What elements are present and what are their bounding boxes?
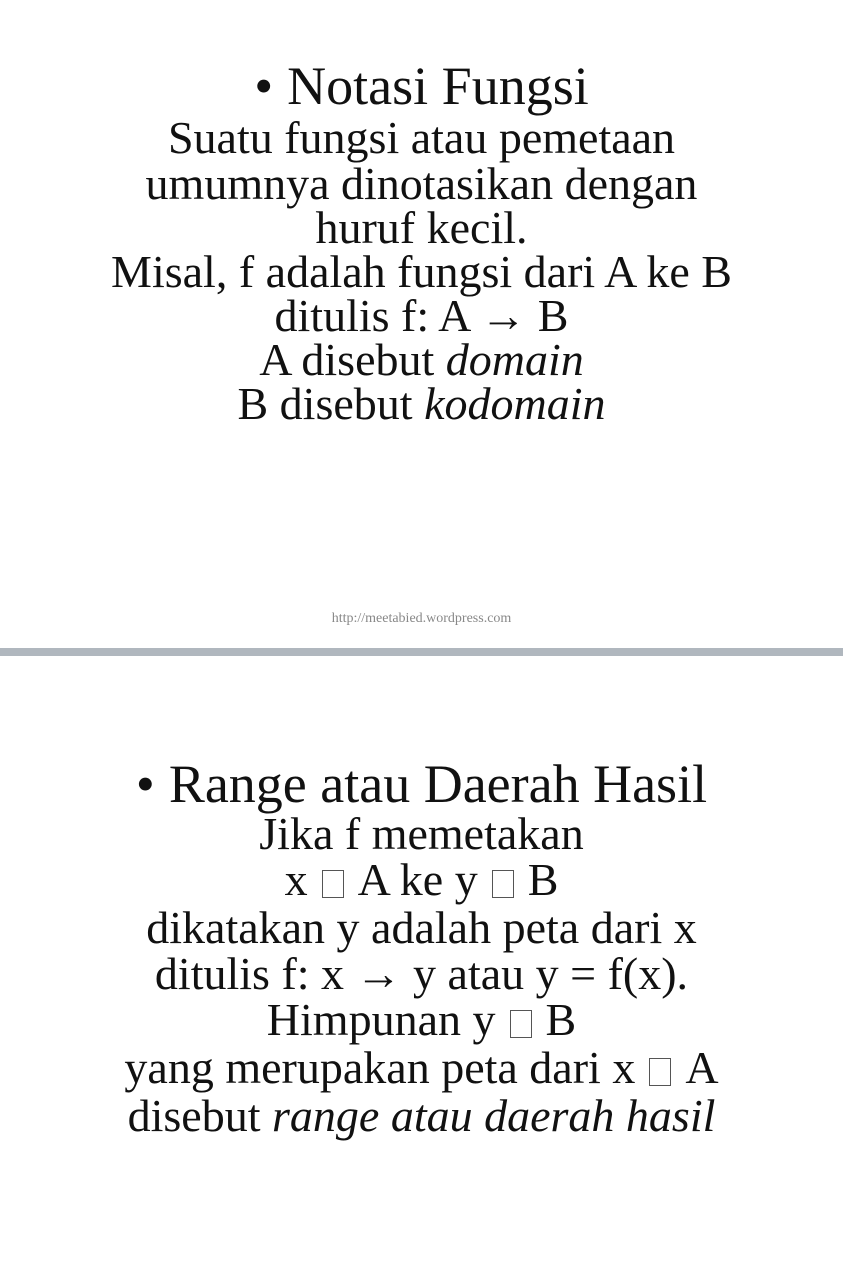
slide2-line6 [0, 1044, 843, 1092]
slide1-domain-term: domain [445, 334, 584, 385]
slide-range-daerah-hasil [0, 656, 843, 1280]
bullet-icon: • [254, 56, 274, 116]
slide1-line3: huruf kecil. [315, 202, 528, 253]
slide2-line5-b: B [545, 994, 577, 1045]
slide2-heading [0, 756, 843, 812]
bullet-icon: • [135, 754, 155, 814]
footer-url: http://meetabied.wordpress.com [331, 611, 512, 626]
slide2-heading-text: Range atau Daerah Hasil [168, 754, 708, 814]
slide1-line7 [0, 380, 843, 428]
slide2-line6-a: yang merupakan peta dari x [124, 1042, 636, 1093]
slide2-line5-a: Himpunan y [266, 994, 496, 1045]
missing-glyph-icon [492, 870, 514, 898]
missing-glyph-icon [649, 1058, 671, 1086]
slide1-line6-prefix: A disebut [259, 334, 446, 385]
slide1-line1: Suatu fungsi atau pemetaan [167, 112, 676, 163]
slide1-line5: ditulis f: A → B [274, 290, 569, 341]
slide1-line7-prefix: B disebut [237, 378, 425, 429]
slide1-line4: Misal, f adalah fungsi dari A ke B [111, 246, 732, 297]
slide1-heading [0, 58, 843, 114]
slide1-line2: umumnya dinotasikan dengan [145, 158, 698, 209]
slide2-line1: Jika f memetakan [259, 808, 584, 859]
slide1-kodomain-term: kodomain [424, 378, 606, 429]
slide2-line5 [0, 996, 843, 1044]
slide2-line2 [0, 856, 843, 904]
slide2-line7 [0, 1092, 843, 1140]
slide2-line4: ditulis f: x → y atau y = f(x). [154, 948, 689, 999]
slide2-range-term: range atau daerah hasil [272, 1090, 716, 1141]
slide-divider [0, 648, 843, 656]
slide2-line3: dikatakan y adalah peta dari x [146, 902, 697, 953]
slide1-heading-text: Notasi Fungsi [287, 56, 589, 116]
missing-glyph-icon [322, 870, 344, 898]
slide2-line2-c: B [527, 854, 559, 905]
slide2-line2-a: x [284, 854, 308, 905]
slide2-line2-b: A ke y [357, 854, 478, 905]
slide1-line6 [0, 336, 843, 384]
missing-glyph-icon [510, 1010, 532, 1038]
slide2-line6-b: A [685, 1042, 719, 1093]
slide2-line7-prefix: disebut [127, 1090, 272, 1141]
